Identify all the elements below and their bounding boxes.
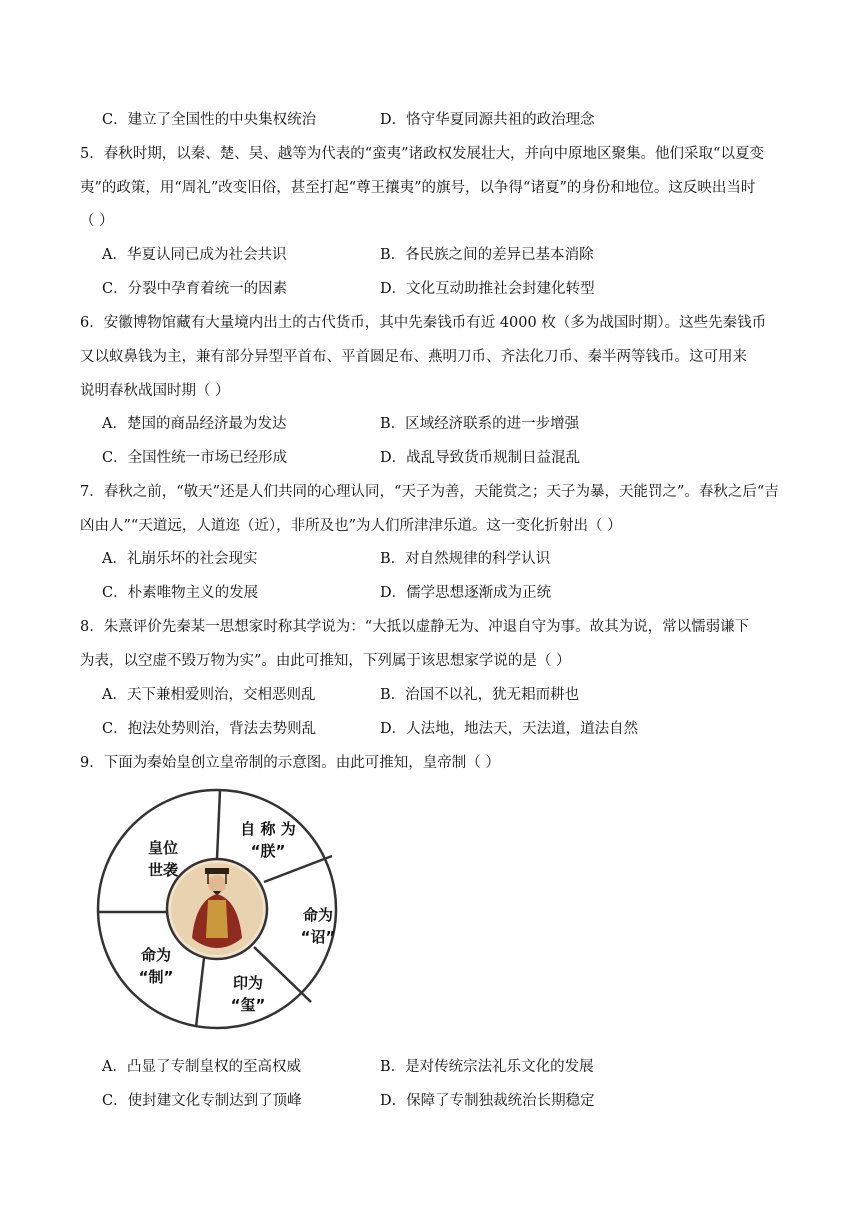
q5-option-a: A．华夏认同已成为社会共识 bbox=[102, 247, 287, 263]
segment-label-line1: 皇位 bbox=[147, 839, 178, 857]
segment-self-title-zhen bbox=[230, 818, 306, 862]
segment-label-line1: 印为 bbox=[232, 974, 263, 992]
segment-label-line1: 命为 bbox=[302, 906, 333, 924]
segment-label-line1: 自 称 为 bbox=[240, 820, 296, 838]
q7-stem-line-2: 凶由人”“天道远，人道迩（近），非所及也”为人们所津津乐道。这一变化折射出（ ） bbox=[80, 518, 622, 534]
q5-answer-blank: （ ） bbox=[80, 213, 114, 229]
segment-label-line1: 命为 bbox=[140, 946, 171, 964]
q6-stem-line-3: 说明春秋战国时期（ ） bbox=[80, 383, 230, 399]
q6-option-d: D．战乱导致货币规制日益混乱 bbox=[380, 450, 581, 466]
q9-stem-line-1: 9．下面为秦始皇创立皇帝制的示意图。由此可推知，皇帝制（ ） bbox=[80, 755, 500, 771]
q7-option-c: C．朴素唯物主义的发展 bbox=[102, 585, 259, 601]
q9-option-a: A．凸显了专制皇权的至高权威 bbox=[102, 1059, 301, 1075]
q7-option-d: D．儒学思想逐渐成为正统 bbox=[380, 585, 552, 601]
q7-option-b: B．对自然规律的科学认识 bbox=[380, 551, 551, 567]
q5-stem-line-1: 5．春秋时期，以秦、楚、吴、越等为代表的“蛮夷”诸政权发展壮大，并向中原地区聚集。他们采取“以夏变 bbox=[80, 146, 764, 162]
q9-option-c: C．使封建文化专制达到了顶峰 bbox=[102, 1093, 302, 1109]
segment-label-line2: “诏” bbox=[300, 928, 336, 946]
q5-option-b: B．各民族之间的差异已基本消除 bbox=[380, 247, 594, 263]
q6-stem-line-1: 6．安徽博物馆藏有大量境内出土的古代货币，其中先秦钱币有近 4000 枚（多为战国时期）。这些先秦钱币 bbox=[80, 315, 767, 331]
q8-option-c: C．抱法处势则治，背法去势则乱 bbox=[102, 721, 317, 737]
q4-option-c: C．建立了全国性的中央集权统治 bbox=[102, 112, 317, 128]
segment-command-zhi bbox=[128, 944, 184, 988]
q6-option-b: B．区域经济联系的进一步增强 bbox=[380, 416, 580, 432]
q5-stem-line-2: 夷”的政策，用“周礼”改变旧俗，甚至打起“尊王攘夷”的旗号，以争得“诸夏”的身份和地位。这反映出当时 bbox=[80, 180, 756, 196]
q8-stem-line-1: 8．朱熹评价先秦某一思想家时称其学说为：“大抵以虚静无为、冲退自守为事。故其为说，常以懦弱谦下 bbox=[80, 619, 750, 635]
segment-label-line2: 世袭 bbox=[147, 861, 178, 879]
q7-stem-line-1: 7．春秋之前，“敬天”还是人们共同的心理认同，“天子为善，天能赏之；天子为暴，天能罚之”。春秋之后“吉 bbox=[80, 484, 779, 500]
q9-option-b: B．是对传统宗法礼乐文化的发展 bbox=[380, 1059, 594, 1075]
q4-option-d: D．恪守华夏同源共祖的政治理念 bbox=[380, 112, 595, 128]
segment-seal-xi bbox=[220, 972, 276, 1016]
q7-option-a: A．礼崩乐坏的社会现实 bbox=[102, 551, 258, 567]
q5-option-c: C．分裂中孕育着统一的因素 bbox=[102, 281, 288, 297]
segment-command-zhao bbox=[290, 904, 346, 948]
q6-option-c: C．全国性统一市场已经形成 bbox=[102, 450, 288, 466]
q8-option-b: B．治国不以礼，犹无耜而耕也 bbox=[380, 687, 580, 703]
segment-label-line2: “玺” bbox=[230, 996, 266, 1014]
q8-stem-line-2: 为表，以空虚不毁万物为实”。由此可推知，下列属于该思想家学说的是（ ） bbox=[80, 653, 571, 669]
segment-label-line2: “朕” bbox=[250, 842, 286, 860]
segment-label-line2: “制” bbox=[138, 968, 174, 986]
q5-option-d: D．文化互动助推社会封建化转型 bbox=[380, 281, 595, 297]
q8-option-a: A．天下兼相爱则治，交相恶则乱 bbox=[102, 687, 316, 703]
q6-stem-line-2: 又以蚁鼻钱为主，兼有部分异型平首布、平首圆足布、燕明刀币、齐法化刀币、秦半两等钱币。这可用来 bbox=[80, 349, 747, 365]
q6-option-a: A．楚国的商品经济最为发达 bbox=[102, 416, 287, 432]
q9-option-d: D．保障了专制独裁统治长期稳定 bbox=[380, 1093, 595, 1109]
q8-option-d: D．人法地，地法天，天法道，道法自然 bbox=[380, 721, 639, 737]
segment-hereditary-throne bbox=[139, 837, 187, 881]
